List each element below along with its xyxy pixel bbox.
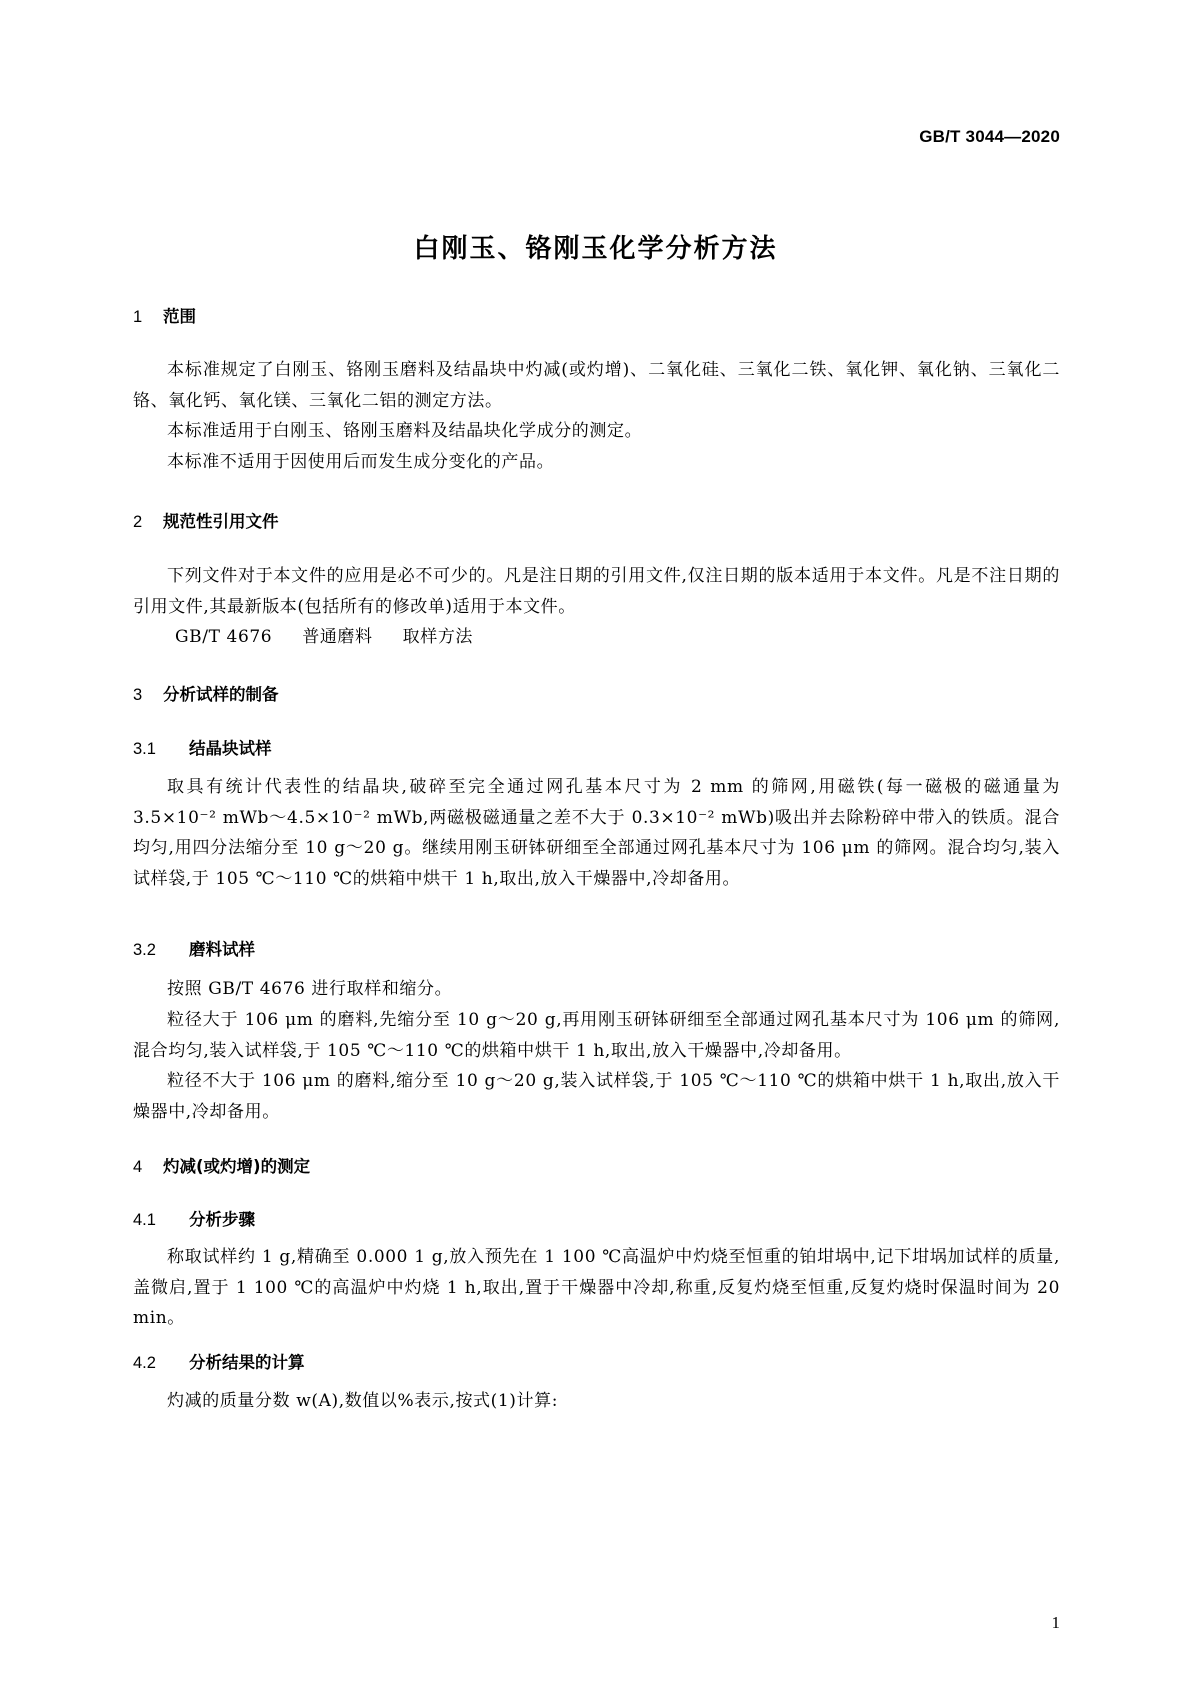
subsection-3-2-heading: [133, 936, 255, 960]
section-4-heading: [133, 1153, 310, 1177]
section-title: 范围: [163, 307, 196, 326]
subsection-3-1-heading: [133, 735, 272, 759]
standard-code: GB/T 3044—2020: [919, 127, 1060, 146]
section-number: 4: [133, 1158, 143, 1176]
subsection-title: 分析步骤: [189, 1210, 255, 1229]
paragraph: 按照 GB/T 4676 进行取样和缩分。: [167, 979, 453, 999]
paragraph: 粒径不大于 106 μm 的磨料,缩分至 10 g～20 g,装入试样袋,于 105 ℃～110 ℃的烘箱中烘干 1 h,取出,放入干燥器中,冷却备用。: [133, 1071, 1060, 1122]
subsection-number: 4.2: [133, 1354, 156, 1372]
paragraph: 本标准适用于白刚玉、铬刚玉磨料及结晶块化学成分的测定。: [167, 421, 643, 441]
document-title: 白刚玉、铬刚玉化学分析方法: [413, 234, 778, 264]
page-number: 1: [1051, 1613, 1060, 1632]
reference-title: 取样方法: [402, 627, 474, 647]
normative-reference: [175, 622, 473, 647]
paragraph: 下列文件对于本文件的应用是必不可少的。凡是注日期的引用文件,仅注日期的版本适用于本文件。凡是不注日期的引用文件,其最新版本(包括所有的修改单)适用于本文件。: [133, 566, 1060, 617]
section-1-heading: [133, 303, 196, 327]
subsection-number: 4.1: [133, 1211, 156, 1229]
reference-name: 普通磨料: [302, 627, 373, 647]
subsection-title: 结晶块试样: [189, 739, 272, 758]
section-title: 分析试样的制备: [163, 685, 279, 704]
section-2-heading: [133, 508, 279, 532]
paragraph: 灼减的质量分数 w(A),数值以%表示,按式(1)计算:: [167, 1391, 559, 1411]
section-title: 灼减(或灼增)的测定: [163, 1157, 311, 1176]
subsection-4-1-heading: [133, 1206, 255, 1230]
paragraph: 本标准不适用于因使用后而发生成分变化的产品。: [167, 452, 555, 472]
subsection-number: 3.1: [133, 740, 156, 758]
section-number: 1: [133, 308, 143, 326]
section-number: 2: [133, 513, 143, 531]
section-number: 3: [133, 686, 143, 704]
section-title: 规范性引用文件: [163, 512, 279, 531]
paragraph: 取具有统计代表性的结晶块,破碎至完全通过网孔基本尺寸为 2 mm 的筛网,用磁铁(每一磁极的磁通量为 3.5×10⁻² mWb～4.5×10⁻² mWb,两磁极磁通量之差不大于 0.3×10⁻² mWb)吸出并去除粉碎中带入的铁质。混合均匀,用四分法缩分至 10 g～20 g。继续用刚玉研钵研细至全部通过网孔基本尺寸为 106 μm 的筛网。混合均匀,装入试样袋,于 105 ℃～110 ℃的烘箱中烘干 1 h,取出,放入干燥器中,冷却备用。: [133, 777, 1060, 889]
paragraph: 称取试样约 1 g,精确至 0.000 1 g,放入预先在 1 100 ℃高温炉中灼烧至恒重的铂坩埚中,记下坩埚加试样的质量,盖微启,置于 1 100 ℃的高温炉中灼烧 1 h,取出,置于干燥器中冷却,称重,反复灼烧至恒重,反复灼烧时保温时间为 20 min。: [133, 1247, 1060, 1328]
section-3-heading: [133, 681, 279, 705]
reference-code: GB/T 4676: [175, 627, 273, 647]
subsection-title: 磨料试样: [189, 940, 255, 959]
paragraph: 本标准规定了白刚玉、铬刚玉磨料及结晶块中灼减(或灼增)、二氧化硅、三氧化二铁、氧化钾、氧化钠、三氧化二铬、氧化钙、氧化镁、三氧化二铝的测定方法。: [133, 360, 1060, 411]
subsection-title: 分析结果的计算: [189, 1353, 305, 1372]
subsection-4-2-heading: [133, 1349, 305, 1373]
paragraph: 粒径大于 106 μm 的磨料,先缩分至 10 g～20 g,再用刚玉研钵研细至全部通过网孔基本尺寸为 106 μm 的筛网,混合均匀,装入试样袋,于 105 ℃～110 ℃的烘箱中烘干 1 h,取出,放入干燥器中,冷却备用。: [133, 1010, 1060, 1061]
subsection-number: 3.2: [133, 941, 156, 959]
